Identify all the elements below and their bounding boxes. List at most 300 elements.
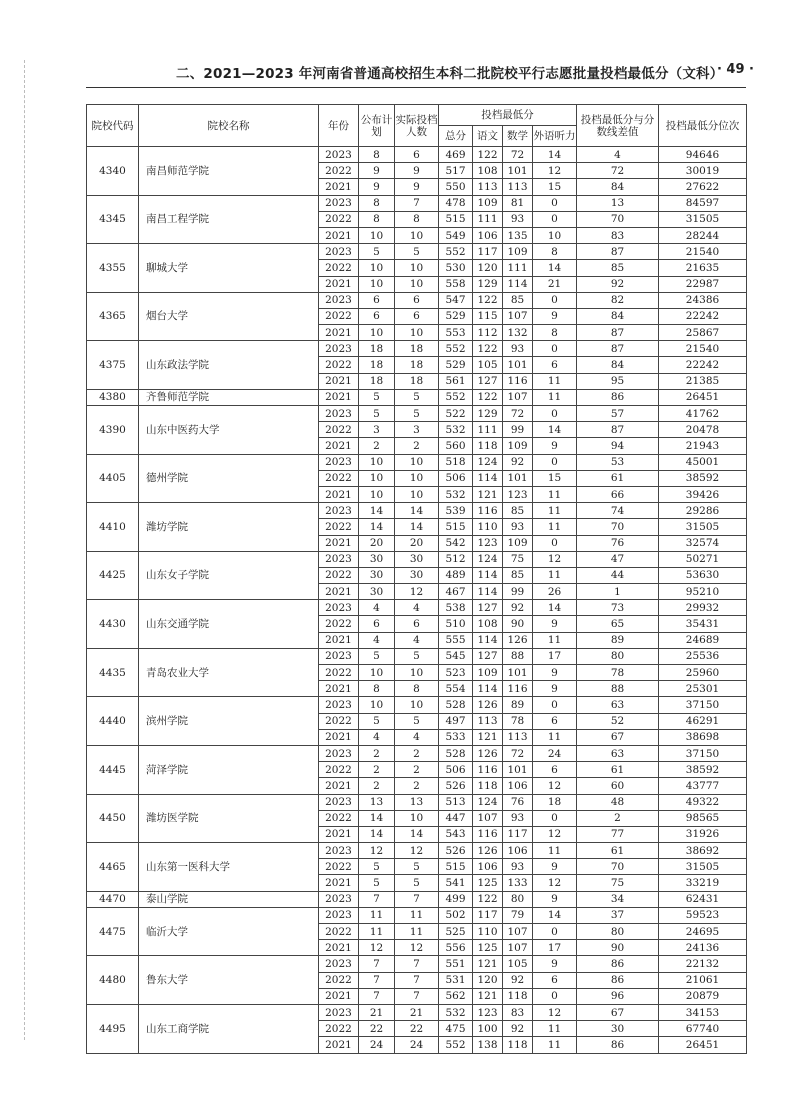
cell-actual: 14 xyxy=(395,519,439,535)
cell-math: 79 xyxy=(503,907,533,923)
cell-actual: 10 xyxy=(395,665,439,681)
cell-actual: 18 xyxy=(395,341,439,357)
cell-actual: 2 xyxy=(395,762,439,778)
cell-math: 107 xyxy=(503,308,533,324)
cell-chinese: 116 xyxy=(473,826,503,842)
cell-plan: 30 xyxy=(359,567,395,583)
cell-rank: 21540 xyxy=(659,244,747,260)
table-row xyxy=(87,147,747,163)
cell-plan: 10 xyxy=(359,697,395,713)
cell-year: 2023 xyxy=(319,794,359,810)
cell-chinese: 124 xyxy=(473,794,503,810)
cell-diff: 87 xyxy=(577,422,659,438)
cell-year: 2022 xyxy=(319,762,359,778)
cell-chinese: 108 xyxy=(473,163,503,179)
cell-actual: 6 xyxy=(395,147,439,163)
table-body xyxy=(87,147,747,1054)
cell-foreign: 11 xyxy=(533,729,577,745)
cell-plan: 8 xyxy=(359,681,395,697)
cell-chinese: 129 xyxy=(473,406,503,422)
cell-foreign: 14 xyxy=(533,600,577,616)
cell-total: 533 xyxy=(439,729,473,745)
school-name: 南昌师范学院 xyxy=(139,147,319,196)
cell-total: 539 xyxy=(439,503,473,519)
cell-diff: 61 xyxy=(577,843,659,859)
cell-rank: 24689 xyxy=(659,632,747,648)
cell-rank: 94646 xyxy=(659,147,747,163)
school-code: 4470 xyxy=(87,891,139,907)
cell-actual: 10 xyxy=(395,810,439,826)
cell-diff: 53 xyxy=(577,454,659,470)
col-header-math: 数学 xyxy=(503,126,533,147)
cell-foreign: 14 xyxy=(533,147,577,163)
cell-foreign: 17 xyxy=(533,940,577,956)
cell-rank: 38592 xyxy=(659,470,747,486)
page-number: · 49 · xyxy=(716,62,754,77)
school-code: 4365 xyxy=(87,292,139,341)
cell-foreign: 0 xyxy=(533,195,577,211)
cell-chinese: 118 xyxy=(473,438,503,454)
cell-plan: 14 xyxy=(359,826,395,842)
cell-plan: 2 xyxy=(359,762,395,778)
cell-actual: 5 xyxy=(395,406,439,422)
cell-total: 512 xyxy=(439,551,473,567)
table-row xyxy=(87,341,747,357)
school-name: 烟台大学 xyxy=(139,292,319,341)
cell-year: 2021 xyxy=(319,940,359,956)
cell-year: 2022 xyxy=(319,810,359,826)
cell-chinese: 110 xyxy=(473,924,503,940)
cell-total: 541 xyxy=(439,875,473,891)
cell-actual: 11 xyxy=(395,907,439,923)
cell-foreign: 15 xyxy=(533,179,577,195)
cell-total: 551 xyxy=(439,956,473,972)
cell-rank: 21061 xyxy=(659,972,747,988)
cell-foreign: 9 xyxy=(533,956,577,972)
cell-actual: 9 xyxy=(395,179,439,195)
school-name: 德州学院 xyxy=(139,454,319,503)
table-row xyxy=(87,292,747,308)
cell-diff: 72 xyxy=(577,163,659,179)
cell-total: 489 xyxy=(439,567,473,583)
cell-actual: 7 xyxy=(395,972,439,988)
cell-year: 2022 xyxy=(319,859,359,875)
cell-total: 552 xyxy=(439,341,473,357)
cell-chinese: 122 xyxy=(473,147,503,163)
cell-total: 475 xyxy=(439,1021,473,1037)
cell-foreign: 21 xyxy=(533,276,577,292)
cell-chinese: 106 xyxy=(473,227,503,243)
cell-year: 2021 xyxy=(319,826,359,842)
table-row xyxy=(87,843,747,859)
header-rule xyxy=(86,87,746,88)
cell-rank: 37150 xyxy=(659,745,747,761)
cell-rank: 24695 xyxy=(659,924,747,940)
cell-math: 126 xyxy=(503,632,533,648)
cell-diff: 70 xyxy=(577,211,659,227)
cell-plan: 30 xyxy=(359,584,395,600)
cell-actual: 24 xyxy=(395,1037,439,1053)
cell-total: 552 xyxy=(439,1037,473,1053)
table-row xyxy=(87,551,747,567)
cell-total: 552 xyxy=(439,389,473,405)
school-code: 4465 xyxy=(87,843,139,892)
school-name: 潍坊学院 xyxy=(139,503,319,552)
cell-plan: 2 xyxy=(359,745,395,761)
cell-plan: 10 xyxy=(359,665,395,681)
cell-chinese: 114 xyxy=(473,567,503,583)
table-row xyxy=(87,745,747,761)
cell-diff: 90 xyxy=(577,940,659,956)
cell-total: 562 xyxy=(439,988,473,1004)
school-code: 4495 xyxy=(87,1004,139,1053)
cell-foreign: 0 xyxy=(533,924,577,940)
cell-plan: 7 xyxy=(359,988,395,1004)
cell-math: 116 xyxy=(503,681,533,697)
cell-year: 2021 xyxy=(319,988,359,1004)
cell-year: 2023 xyxy=(319,648,359,664)
cell-foreign: 18 xyxy=(533,794,577,810)
cell-chinese: 129 xyxy=(473,276,503,292)
cell-foreign: 12 xyxy=(533,778,577,794)
cell-plan: 5 xyxy=(359,389,395,405)
cell-plan: 12 xyxy=(359,940,395,956)
cell-foreign: 0 xyxy=(533,406,577,422)
cell-diff: 80 xyxy=(577,648,659,664)
cell-math: 78 xyxy=(503,713,533,729)
cell-actual: 10 xyxy=(395,454,439,470)
cell-chinese: 122 xyxy=(473,891,503,907)
school-code: 4475 xyxy=(87,907,139,956)
cell-total: 525 xyxy=(439,924,473,940)
cell-plan: 5 xyxy=(359,875,395,891)
school-code: 4445 xyxy=(87,745,139,794)
cell-total: 529 xyxy=(439,357,473,373)
cell-year: 2022 xyxy=(319,519,359,535)
cell-year: 2023 xyxy=(319,244,359,260)
cell-foreign: 12 xyxy=(533,163,577,179)
cell-math: 93 xyxy=(503,810,533,826)
cell-plan: 20 xyxy=(359,535,395,551)
cell-actual: 5 xyxy=(395,713,439,729)
cell-plan: 2 xyxy=(359,778,395,794)
school-name: 山东交通学院 xyxy=(139,600,319,649)
cell-year: 2023 xyxy=(319,341,359,357)
cell-foreign: 8 xyxy=(533,244,577,260)
cell-actual: 10 xyxy=(395,276,439,292)
cell-year: 2023 xyxy=(319,600,359,616)
table-row xyxy=(87,503,747,519)
cell-total: 497 xyxy=(439,713,473,729)
cell-diff: 87 xyxy=(577,244,659,260)
cell-foreign: 17 xyxy=(533,648,577,664)
cell-year: 2023 xyxy=(319,956,359,972)
school-code: 4430 xyxy=(87,600,139,649)
cell-plan: 2 xyxy=(359,438,395,454)
cell-year: 2022 xyxy=(319,665,359,681)
school-name: 山东工商学院 xyxy=(139,1004,319,1053)
cell-total: 523 xyxy=(439,665,473,681)
cell-total: 528 xyxy=(439,697,473,713)
cell-rank: 38592 xyxy=(659,762,747,778)
cell-diff: 70 xyxy=(577,519,659,535)
school-code: 4355 xyxy=(87,244,139,293)
cell-chinese: 126 xyxy=(473,745,503,761)
cell-actual: 5 xyxy=(395,875,439,891)
cell-diff: 86 xyxy=(577,972,659,988)
cell-year: 2023 xyxy=(319,697,359,713)
cell-math: 132 xyxy=(503,325,533,341)
cell-total: 538 xyxy=(439,600,473,616)
cell-foreign: 12 xyxy=(533,826,577,842)
cell-math: 118 xyxy=(503,988,533,1004)
cell-rank: 26451 xyxy=(659,1037,747,1053)
cell-plan: 7 xyxy=(359,956,395,972)
cell-plan: 9 xyxy=(359,179,395,195)
cell-diff: 34 xyxy=(577,891,659,907)
cell-year: 2021 xyxy=(319,179,359,195)
cell-chinese: 112 xyxy=(473,325,503,341)
cell-year: 2022 xyxy=(319,260,359,276)
cell-plan: 7 xyxy=(359,891,395,907)
cell-total: 522 xyxy=(439,406,473,422)
cell-math: 106 xyxy=(503,778,533,794)
cell-year: 2022 xyxy=(319,972,359,988)
cell-actual: 2 xyxy=(395,438,439,454)
cell-total: 506 xyxy=(439,762,473,778)
cell-rank: 32574 xyxy=(659,535,747,551)
cell-actual: 4 xyxy=(395,632,439,648)
cell-chinese: 138 xyxy=(473,1037,503,1053)
cell-chinese: 127 xyxy=(473,373,503,389)
cell-math: 105 xyxy=(503,956,533,972)
cell-chinese: 124 xyxy=(473,551,503,567)
cell-actual: 10 xyxy=(395,260,439,276)
cell-foreign: 0 xyxy=(533,988,577,1004)
cell-chinese: 117 xyxy=(473,907,503,923)
cell-chinese: 107 xyxy=(473,810,503,826)
cell-actual: 4 xyxy=(395,729,439,745)
cell-math: 109 xyxy=(503,244,533,260)
cell-actual: 12 xyxy=(395,940,439,956)
cell-plan: 14 xyxy=(359,519,395,535)
cell-foreign: 15 xyxy=(533,470,577,486)
cell-actual: 10 xyxy=(395,697,439,713)
cell-rank: 38698 xyxy=(659,729,747,745)
cell-rank: 26451 xyxy=(659,389,747,405)
cell-total: 499 xyxy=(439,891,473,907)
cell-rank: 21385 xyxy=(659,373,747,389)
cell-rank: 20478 xyxy=(659,422,747,438)
cell-math: 101 xyxy=(503,357,533,373)
cell-foreign: 26 xyxy=(533,584,577,600)
cell-plan: 21 xyxy=(359,1004,395,1020)
cell-plan: 4 xyxy=(359,729,395,745)
school-name: 齐鲁师范学院 xyxy=(139,389,319,405)
cell-total: 478 xyxy=(439,195,473,211)
cell-actual: 30 xyxy=(395,551,439,567)
cell-year: 2023 xyxy=(319,406,359,422)
cell-foreign: 12 xyxy=(533,875,577,891)
cell-foreign: 11 xyxy=(533,519,577,535)
cell-rank: 25536 xyxy=(659,648,747,664)
cell-rank: 29932 xyxy=(659,600,747,616)
school-code: 4375 xyxy=(87,341,139,390)
cell-foreign: 11 xyxy=(533,567,577,583)
cell-chinese: 109 xyxy=(473,665,503,681)
cell-foreign: 9 xyxy=(533,859,577,875)
cell-year: 2023 xyxy=(319,454,359,470)
cell-foreign: 9 xyxy=(533,665,577,681)
cell-rank: 46291 xyxy=(659,713,747,729)
cell-total: 526 xyxy=(439,843,473,859)
cell-total: 550 xyxy=(439,179,473,195)
cell-rank: 84597 xyxy=(659,195,747,211)
cell-rank: 37150 xyxy=(659,697,747,713)
school-name: 潍坊医学院 xyxy=(139,794,319,843)
cell-diff: 94 xyxy=(577,438,659,454)
table-row xyxy=(87,648,747,664)
cell-plan: 5 xyxy=(359,406,395,422)
cell-math: 117 xyxy=(503,826,533,842)
cell-rank: 20879 xyxy=(659,988,747,1004)
table-row xyxy=(87,244,747,260)
cell-chinese: 105 xyxy=(473,357,503,373)
school-name: 山东第一医科大学 xyxy=(139,843,319,892)
cell-diff: 67 xyxy=(577,1004,659,1020)
cell-foreign: 0 xyxy=(533,535,577,551)
cell-total: 532 xyxy=(439,1004,473,1020)
cell-year: 2021 xyxy=(319,276,359,292)
cell-chinese: 125 xyxy=(473,875,503,891)
cell-chinese: 121 xyxy=(473,988,503,1004)
cell-plan: 9 xyxy=(359,163,395,179)
cell-plan: 5 xyxy=(359,648,395,664)
cell-year: 2021 xyxy=(319,632,359,648)
cell-total: 532 xyxy=(439,486,473,502)
cell-total: 515 xyxy=(439,859,473,875)
cell-chinese: 114 xyxy=(473,632,503,648)
cell-actual: 6 xyxy=(395,308,439,324)
cell-rank: 22242 xyxy=(659,357,747,373)
cell-plan: 10 xyxy=(359,454,395,470)
cell-year: 2022 xyxy=(319,211,359,227)
cell-plan: 5 xyxy=(359,713,395,729)
cell-plan: 7 xyxy=(359,972,395,988)
school-name: 山东女子学院 xyxy=(139,551,319,600)
cell-diff: 44 xyxy=(577,567,659,583)
col-header-diff: 投档最低分与分数线差值 xyxy=(577,105,659,147)
cell-actual: 4 xyxy=(395,600,439,616)
cell-rank: 25960 xyxy=(659,665,747,681)
cell-plan: 18 xyxy=(359,341,395,357)
cell-total: 555 xyxy=(439,632,473,648)
cell-rank: 28244 xyxy=(659,227,747,243)
cell-rank: 67740 xyxy=(659,1021,747,1037)
cell-year: 2021 xyxy=(319,729,359,745)
table-row xyxy=(87,454,747,470)
cell-rank: 21540 xyxy=(659,341,747,357)
school-code: 4435 xyxy=(87,648,139,697)
cell-diff: 4 xyxy=(577,147,659,163)
cell-plan: 12 xyxy=(359,843,395,859)
table-row xyxy=(87,600,747,616)
cell-total: 515 xyxy=(439,211,473,227)
cell-foreign: 11 xyxy=(533,1037,577,1053)
cell-chinese: 121 xyxy=(473,956,503,972)
cell-plan: 5 xyxy=(359,244,395,260)
school-name: 菏泽学院 xyxy=(139,745,319,794)
cell-plan: 6 xyxy=(359,616,395,632)
cell-foreign: 11 xyxy=(533,1021,577,1037)
cell-foreign: 9 xyxy=(533,681,577,697)
cell-total: 560 xyxy=(439,438,473,454)
cell-plan: 4 xyxy=(359,600,395,616)
cell-foreign: 8 xyxy=(533,325,577,341)
cell-year: 2022 xyxy=(319,713,359,729)
cell-year: 2022 xyxy=(319,422,359,438)
cell-total: 510 xyxy=(439,616,473,632)
cell-math: 92 xyxy=(503,600,533,616)
cell-diff: 85 xyxy=(577,260,659,276)
cell-diff: 83 xyxy=(577,227,659,243)
cell-math: 123 xyxy=(503,486,533,502)
cell-math: 101 xyxy=(503,665,533,681)
cell-rank: 95210 xyxy=(659,584,747,600)
binding-margin xyxy=(24,60,27,1040)
cell-rank: 38692 xyxy=(659,843,747,859)
cell-math: 85 xyxy=(503,503,533,519)
cell-rank: 21943 xyxy=(659,438,747,454)
cell-math: 93 xyxy=(503,859,533,875)
cell-rank: 59523 xyxy=(659,907,747,923)
cell-chinese: 116 xyxy=(473,762,503,778)
cell-diff: 66 xyxy=(577,486,659,502)
cell-foreign: 11 xyxy=(533,632,577,648)
cell-math: 92 xyxy=(503,972,533,988)
cell-diff: 61 xyxy=(577,470,659,486)
cell-diff: 30 xyxy=(577,1021,659,1037)
cell-foreign: 0 xyxy=(533,697,577,713)
cell-math: 93 xyxy=(503,211,533,227)
cell-chinese: 120 xyxy=(473,972,503,988)
cell-plan: 10 xyxy=(359,227,395,243)
cell-math: 90 xyxy=(503,616,533,632)
cell-diff: 13 xyxy=(577,195,659,211)
cell-total: 529 xyxy=(439,308,473,324)
page-header xyxy=(96,62,754,82)
cell-math: 72 xyxy=(503,406,533,422)
cell-rank: 22132 xyxy=(659,956,747,972)
cell-rank: 24386 xyxy=(659,292,747,308)
cell-actual: 14 xyxy=(395,503,439,519)
cell-diff: 78 xyxy=(577,665,659,681)
cell-chinese: 116 xyxy=(473,503,503,519)
table-row xyxy=(87,1004,747,1020)
cell-total: 558 xyxy=(439,276,473,292)
cell-chinese: 114 xyxy=(473,681,503,697)
cell-diff: 87 xyxy=(577,325,659,341)
cell-actual: 10 xyxy=(395,486,439,502)
cell-year: 2022 xyxy=(319,616,359,632)
cell-actual: 30 xyxy=(395,567,439,583)
school-name: 山东政法学院 xyxy=(139,341,319,390)
cell-plan: 11 xyxy=(359,924,395,940)
cell-total: 547 xyxy=(439,292,473,308)
cell-chinese: 127 xyxy=(473,600,503,616)
cell-rank: 25301 xyxy=(659,681,747,697)
cell-total: 513 xyxy=(439,794,473,810)
